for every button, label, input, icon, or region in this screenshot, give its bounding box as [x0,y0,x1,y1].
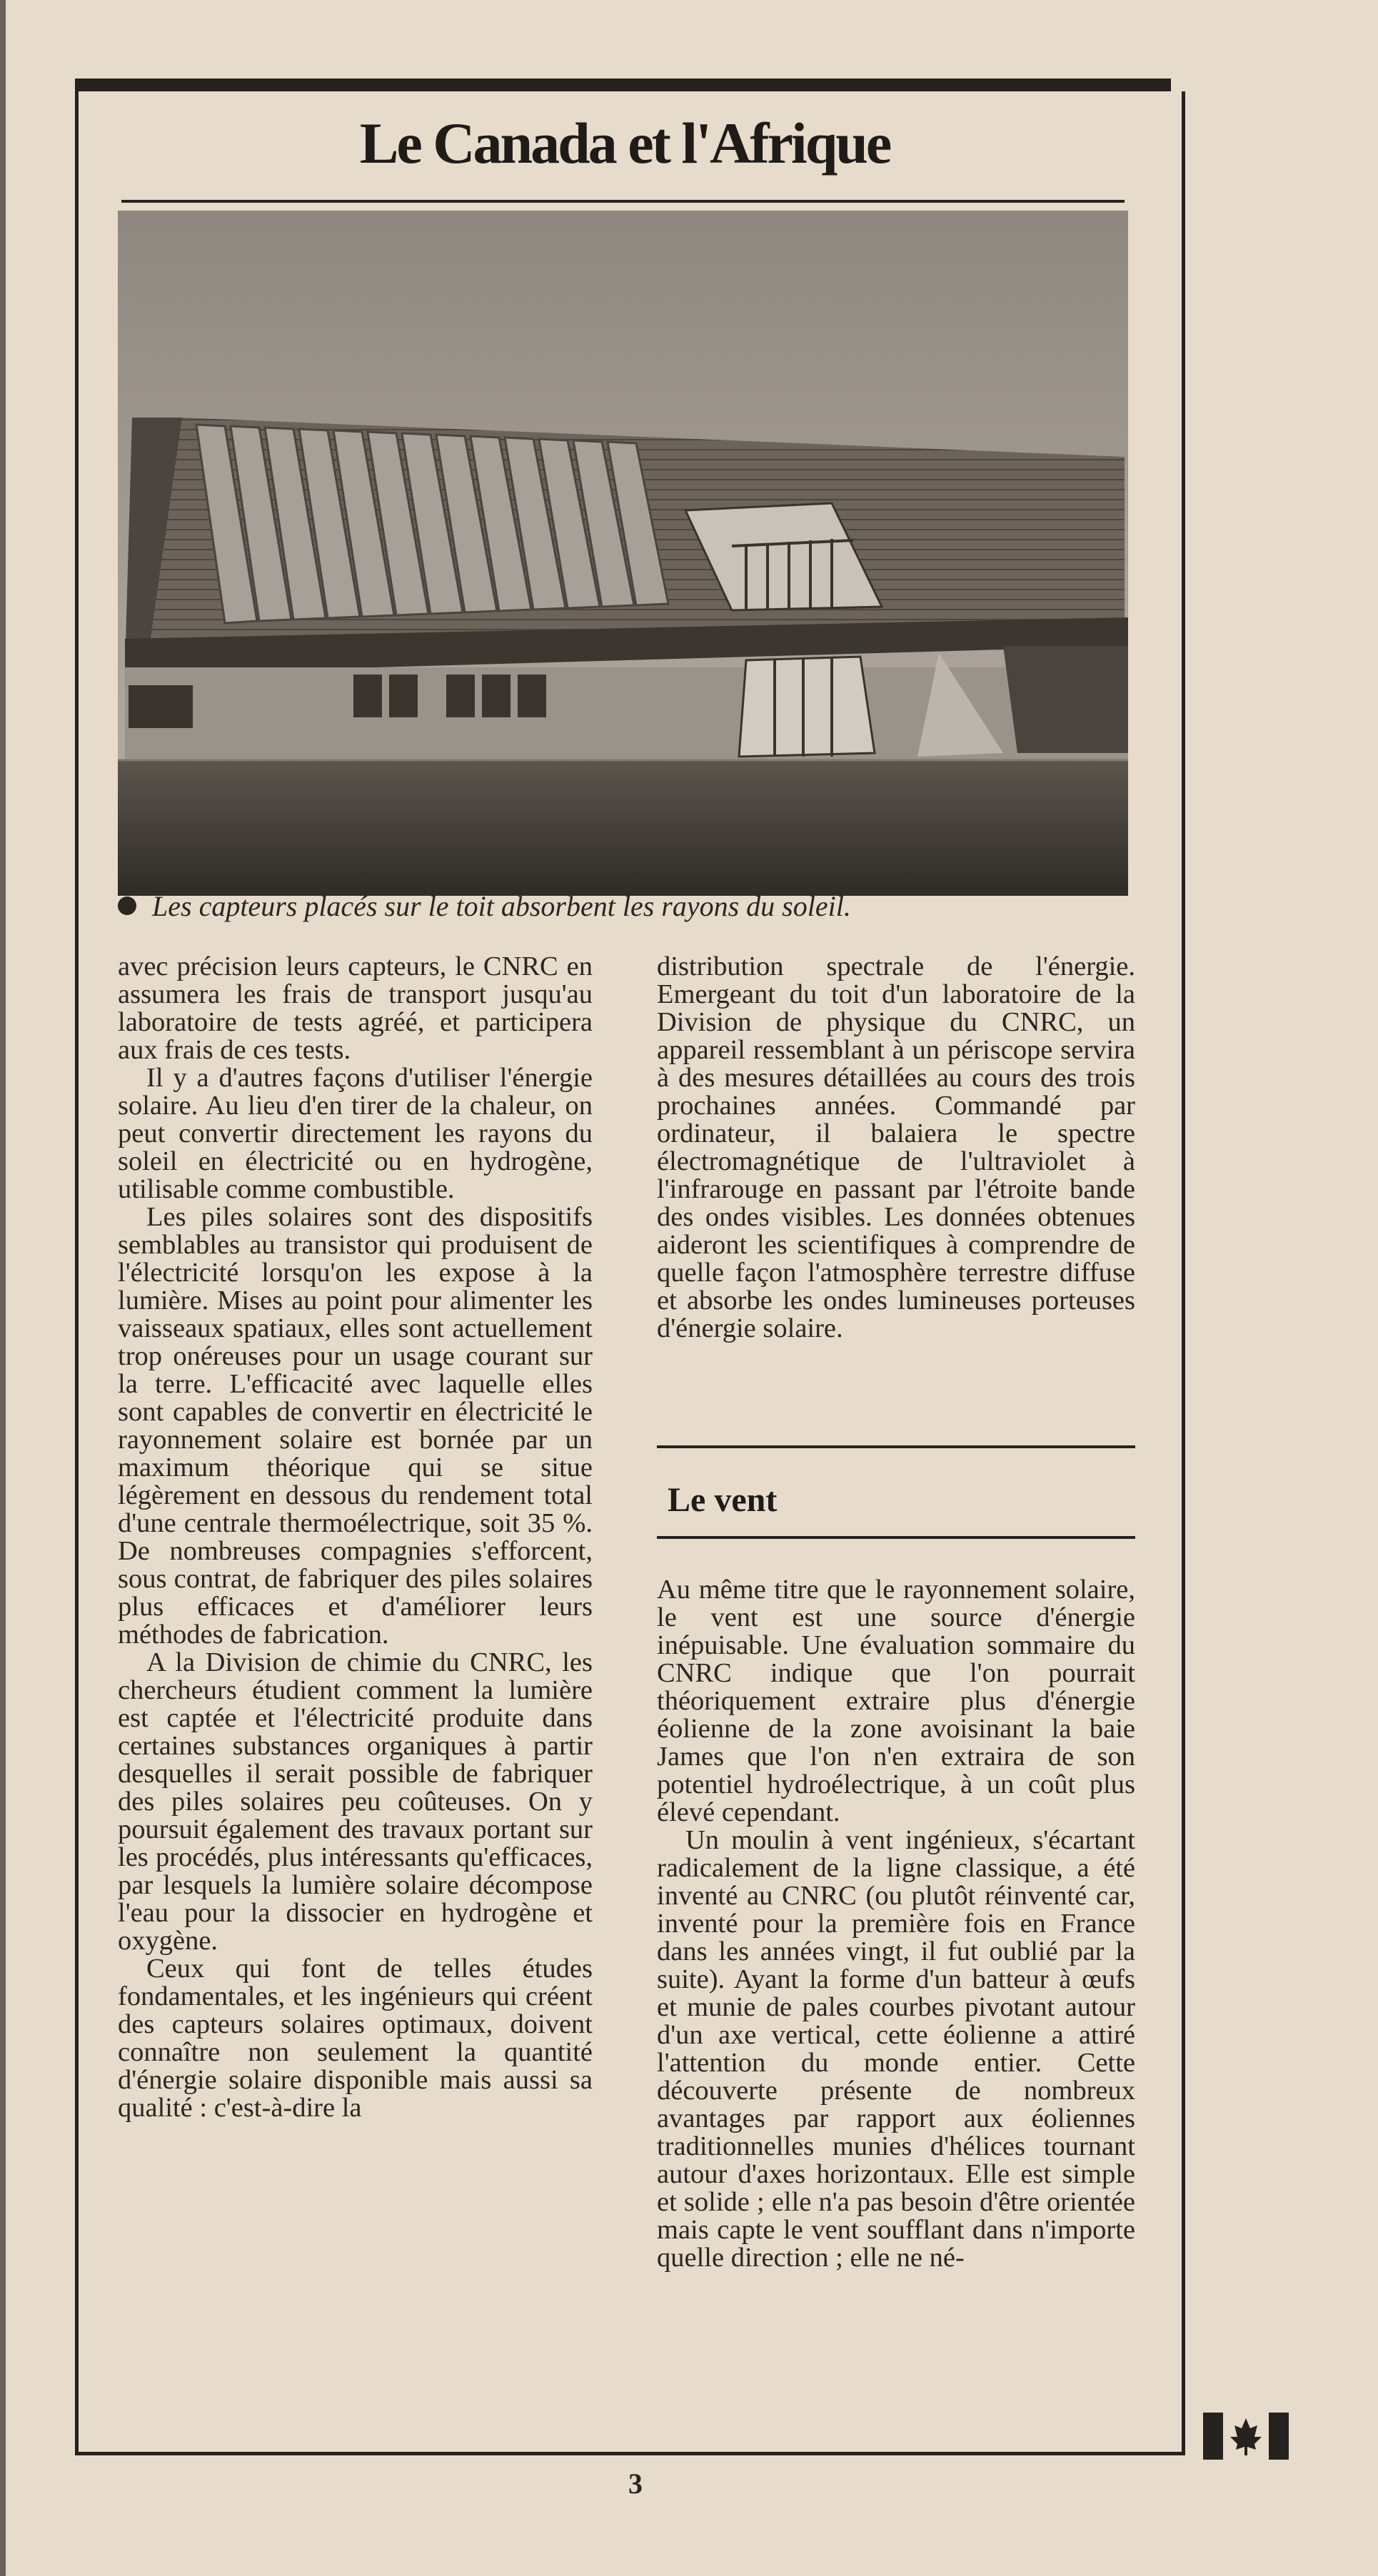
paragraph: Il y a d'autres façons d'utiliser l'énergie solaire. Au lieu d'en tirer de la chaleur, on peut convertir directement les rayons du soleil en électricité ou en hydrogène, utilisable comme combustible. [118,1063,593,1204]
paragraph: avec précision leurs capteurs, le CNRC en assumera les frais de transport jusqu'au laboratoire de tests agréé, et participera aux frais de ces tests. [118,951,593,1065]
paragraph: Un moulin à vent ingénieux, s'écartant radicalement de la ligne classique, a été inventé au CNRC (ou plutôt réinventé car, inventé pour la première fois en France dans les années vingt, il fut oublié par la suite). Ayant la forme d'un batteur à œufs et munie de pales courbes pivotant autour d'un axe vertical, cette éolienne a attiré l'attention du monde entier. Cette découverte présente de nombreux avantages par rapport aux éoliennes traditionnelles munies d'hélices tournant autour d'axes horizontaux. Elle est simple et solide ; elle n'a pas besoin d'être orientée mais capte le vent soufflant dans n'importe quelle direction ; elle ne né- [657,1825,1135,2273]
paragraph: Au même titre que le rayonnement solaire, le vent est une source d'énergie inépuisable. Une évaluation sommaire du CNRC indique que l'on pourrait théoriquement extraire plus d'énergie éolienne de la zone avoisinant la baie James que l'on n'en extraira de son potentiel hydroélectrique, à un coût plus élevé cependant. [657,1575,1135,1827]
building-photo [118,211,1128,896]
paragraph: distribution spectrale de l'énergie. Emergeant du toit d'un laboratoire de la Division de physique du CNRC, un appareil ressemblant à un périscope servira à des mesures détaillées au cours des trois prochaines années. Commandé par ordinateur, il balaiera le spectre électromagnétique de l'ultraviolet à l'infrarouge en passant par l'étroite bande des ondes visibles. Les données obtenues aideront les scientifiques à comprendre de quelle façon l'atmosphère terrestre diffuse et absorbe les ondes lumineuses porteuses d'énergie solaire. [657,951,1135,1343]
bullet-icon [118,896,136,915]
page-title: Le Canada et l'Afrique [359,111,890,176]
right-column-top [657,953,1135,1343]
top-rule [75,79,1171,91]
canada-flag-icon [1203,2413,1289,2460]
caption-text: Les capteurs placés sur le toit absorbent les rayons du soleil. [152,890,851,922]
photo-caption [118,892,1189,921]
right-column-bottom [657,1576,1135,2272]
section-divider-top [657,1445,1135,1448]
section-divider-bottom [657,1536,1135,1539]
paragraph: A la Division de chimie du CNRC, les chercheurs étudient comment la lumière est captée et l'électricité produite dans certaines substances organiques à partir desquelles il serait possible de fabriquer des piles solaires peu coûteuses. On y poursuit également des travaux portant sur les procédés, plus intéressants qu'efficaces, par lesquels la lumière solaire décompose l'eau pour la dissocier en hydrogène et oxygène. [118,1647,593,1956]
page-number: 3 [628,2468,643,2500]
paragraph: Les piles solaires sont des dispositifs semblables au transistor qui produisent de l'électricité lorsqu'on les expose à la lumière. Mises au point pour alimenter les vaisseaux spatiaux, elles sont actuellement trop onéreuses pour un usage courant sur la terre. L'efficacité avec laquelle elles sont capables de convertir en électricité le rayonnement solaire est bornée par un maximum théorique qui se situe légèrement en dessous du rendement total d'une centrale thermoélectrique, soit 35 %. De nombreuses compagnies s'efforcent, sous contrat, de fabriquer des piles solaires plus efficaces et d'améliorer leurs méthodes de fabrication. [118,1202,593,1650]
header-divider [121,200,1125,203]
left-column [118,953,593,2122]
scan-edge [0,0,6,2576]
paragraph: Ceux qui font de telles études fondamentales, et les ingénieurs qui créent des capteurs solaires optimaux, doivent connaître non seulement la quantité d'énergie solaire disponible mais aussi sa qualité : c'est-à-dire la [118,1954,593,2123]
section-heading: Le vent [668,1481,778,1519]
